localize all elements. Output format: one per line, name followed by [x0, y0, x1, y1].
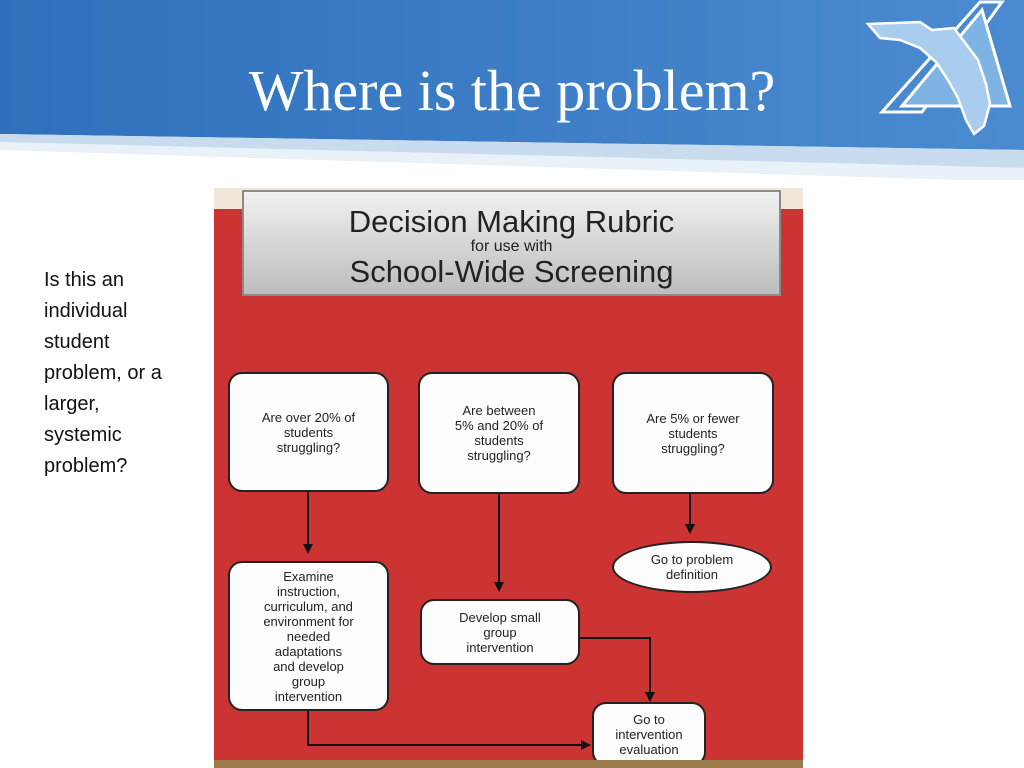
side-text: Is this an individual student problem, or a larger, systemic problem?	[44, 269, 162, 477]
arrow-examine-to-evaluation	[308, 710, 589, 745]
florida-triangle-logo	[862, 0, 1024, 140]
node-examine-instruction: Examine instruction, curriculum, and environment for needed adaptations and develop group intervention	[228, 561, 389, 711]
node-between-5-and-20-percent: Are between 5% and 20% of students struggling?	[418, 372, 580, 494]
banner-title: Decision Making Rubric	[348, 204, 675, 239]
decision-making-rubric-diagram	[214, 188, 803, 768]
node-over-20-percent: Are over 20% of students struggling?	[228, 372, 389, 492]
banner-subtitle: for use with	[470, 238, 553, 255]
slide-title: Where is the problem?	[248, 58, 776, 123]
node-develop-small-group: Develop small group intervention	[420, 599, 580, 665]
node-go-to-problem-definition: Go to problem definition	[612, 541, 772, 593]
node-5-percent-or-fewer: Are 5% or fewer students struggling?	[612, 372, 774, 494]
banner-screening-title: School-Wide Screening	[349, 254, 674, 289]
node-go-to-intervention-evaluation: Go to intervention evaluation	[592, 702, 706, 766]
arrow-small-group-to-evaluation	[580, 638, 650, 700]
diagram-bottom-strip	[214, 760, 803, 768]
